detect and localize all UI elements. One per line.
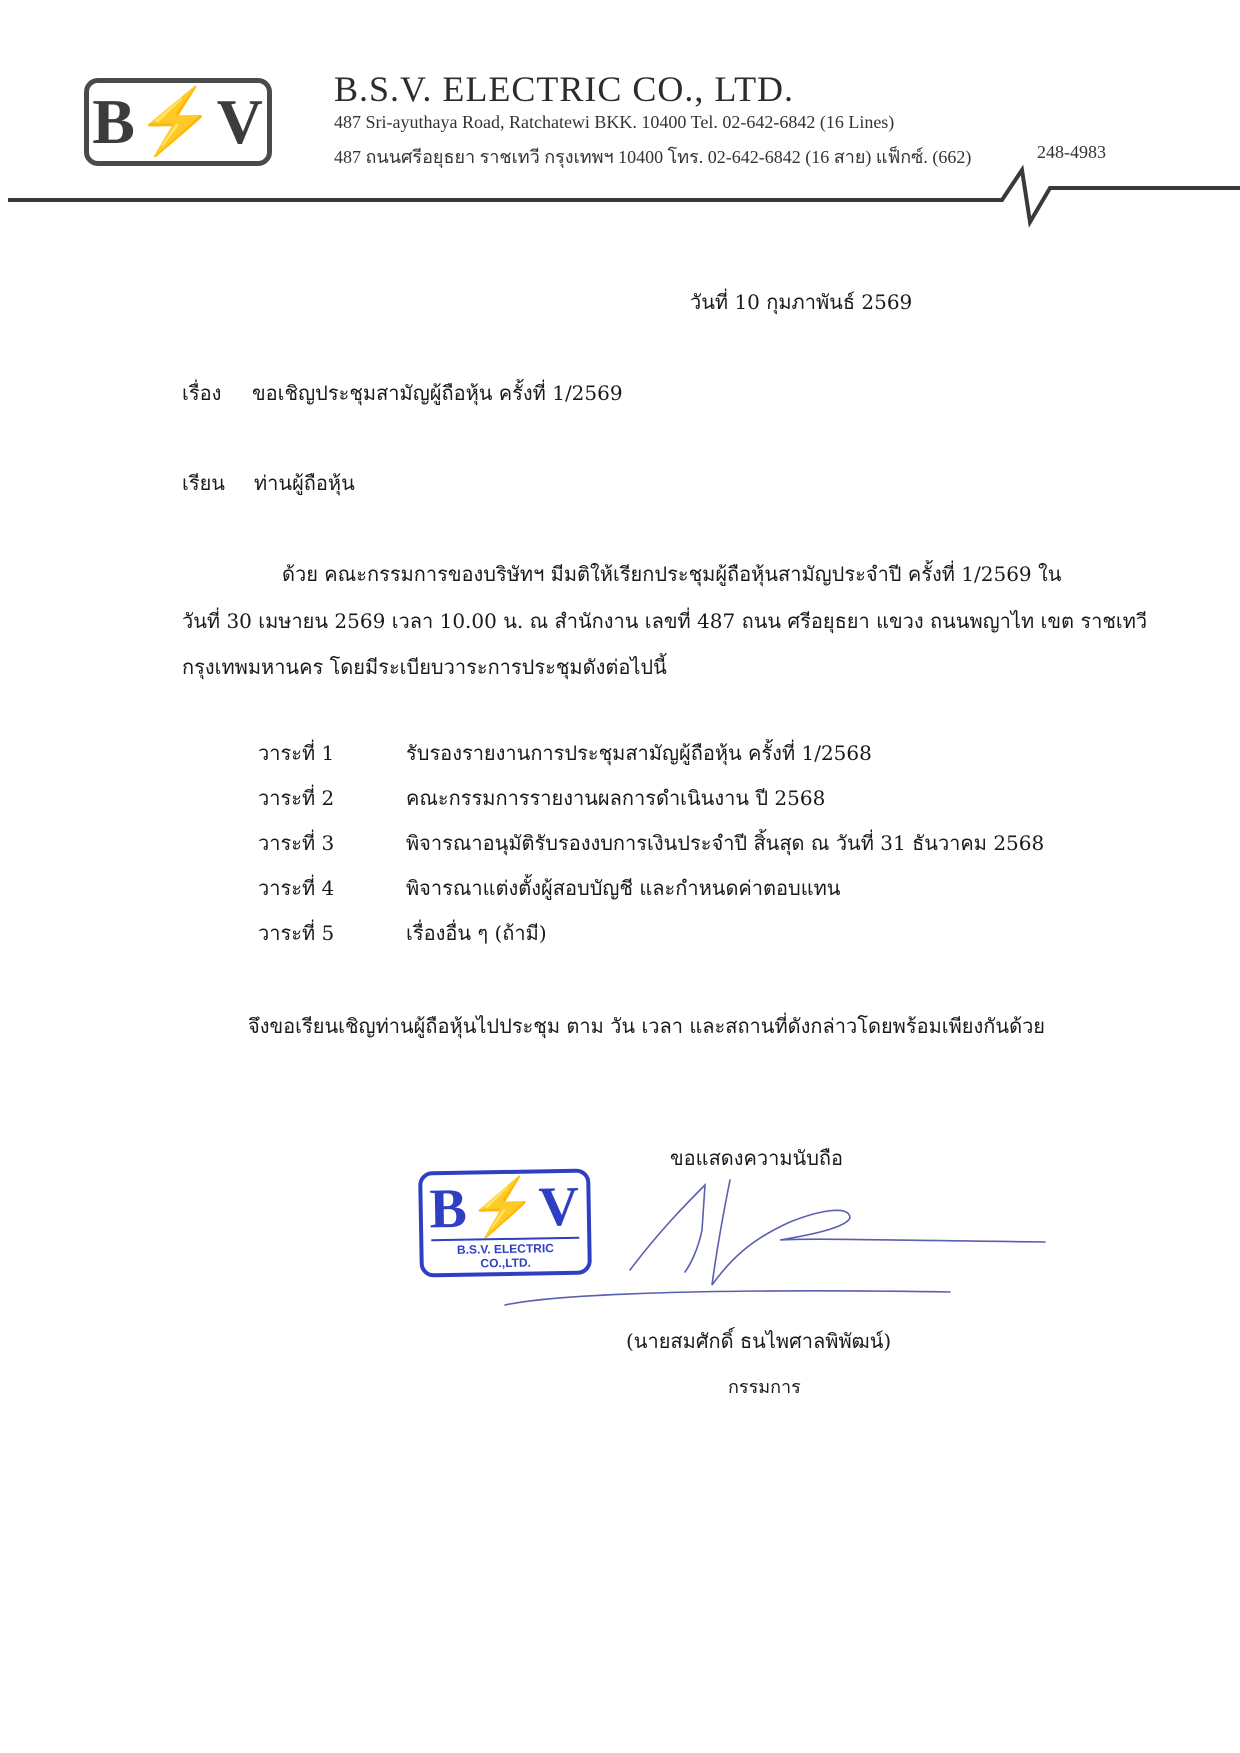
signer-name: (นายสมศักดิ์ ธนไพศาลพิพัฒน์) [626, 1329, 892, 1353]
logo-text: B⚡V [92, 86, 264, 157]
agenda-text: รับรองรายงานการประชุมสามัญผู้ถือหุ้น ครั้งที่ 1/2568 [406, 741, 872, 765]
agenda-label: วาระที่ 1 [258, 741, 335, 765]
body-line-1: ด้วย คณะกรรมการของบริษัทฯ มีมติให้เรียกประชุมผู้ถือหุ้นสามัญประจำปี ครั้งที่ 1/2569 ใน [282, 562, 1062, 586]
agenda-label: วาระที่ 3 [258, 831, 335, 855]
fax-number: 248-4983 [1037, 142, 1106, 162]
subject-label: เรื่อง [182, 381, 222, 405]
divider-zigzag [8, 170, 1240, 222]
regards-text: ขอแสดงความนับถือ [670, 1146, 844, 1170]
agenda-label: วาระที่ 2 [258, 786, 335, 810]
letterhead-divider [0, 160, 1240, 230]
recipient-label: เรียน [182, 471, 225, 495]
address-thai: 487 ถนนศรีอยุธยา ราชเทวี กรุงเทพฯ 10400 โทร. 02-642-6842 (16 สาย) แฟ็กซ์. (662) [334, 147, 972, 167]
handwritten-signature [490, 1160, 1050, 1310]
agenda-label: วาระที่ 5 [258, 921, 335, 945]
signer-position: กรรมการ [728, 1377, 801, 1398]
body-line-2: วันที่ 30 เมษายน 2569 เวลา 10.00 น. ณ สำนักงาน เลขที่ 487 ถนน ศรีอยุธยา แขวง ถนนพญาไท เขต ราชเทวี [182, 609, 1148, 633]
company-logo [84, 78, 272, 166]
body-line-3: กรุงเทพมหานคร โดยมีระเบียบวาระการประชุมดังต่อไปนี้ [182, 655, 667, 679]
agenda-text: พิจารณาแต่งตั้งผู้สอบบัญชี และกำหนดค่าตอบแทน [406, 876, 841, 900]
closing-sentence: จึงขอเรียนเชิญท่านผู้ถือหุ้นไปประชุม ตาม วัน เวลา และสถานที่ดังกล่าวโดยพร้อมเพียงกันด้วย [248, 1014, 1046, 1038]
stamp-logo-text: B⚡V [428, 1175, 581, 1241]
subject-text: ขอเชิญประชุมสามัญผู้ถือหุ้น ครั้งที่ 1/2569 [252, 381, 623, 405]
stamp-caption: B.S.V. ELECTRIC CO.,LTD. [431, 1237, 580, 1272]
agenda-text: เรื่องอื่น ๆ (ถ้ามี) [406, 921, 547, 945]
address-english: 487 Sri-ayuthaya Road, Ratchatewi BKK. 10400 Tel. 02-642-6842 (16 Lines) [334, 112, 895, 132]
signature-stroke [630, 1185, 705, 1272]
recipient-text: ท่านผู้ถือหุ้น [254, 471, 355, 495]
agenda-text: พิจารณาอนุมัติรับรองงบการเงินประจำปี สิ้นสุด ณ วันที่ 31 ธันวาคม 2568 [406, 831, 1045, 855]
signature-stroke [712, 1180, 1045, 1285]
agenda-label: วาระที่ 4 [258, 876, 335, 900]
company-name: B.S.V. ELECTRIC CO., LTD. [334, 69, 795, 109]
signature-stroke [505, 1291, 950, 1305]
agenda-text: คณะกรรมการรายงานผลการดำเนินงาน ปี 2568 [406, 786, 826, 810]
letter-date: วันที่ 10 กุมภาพันธ์ 2569 [690, 290, 913, 314]
